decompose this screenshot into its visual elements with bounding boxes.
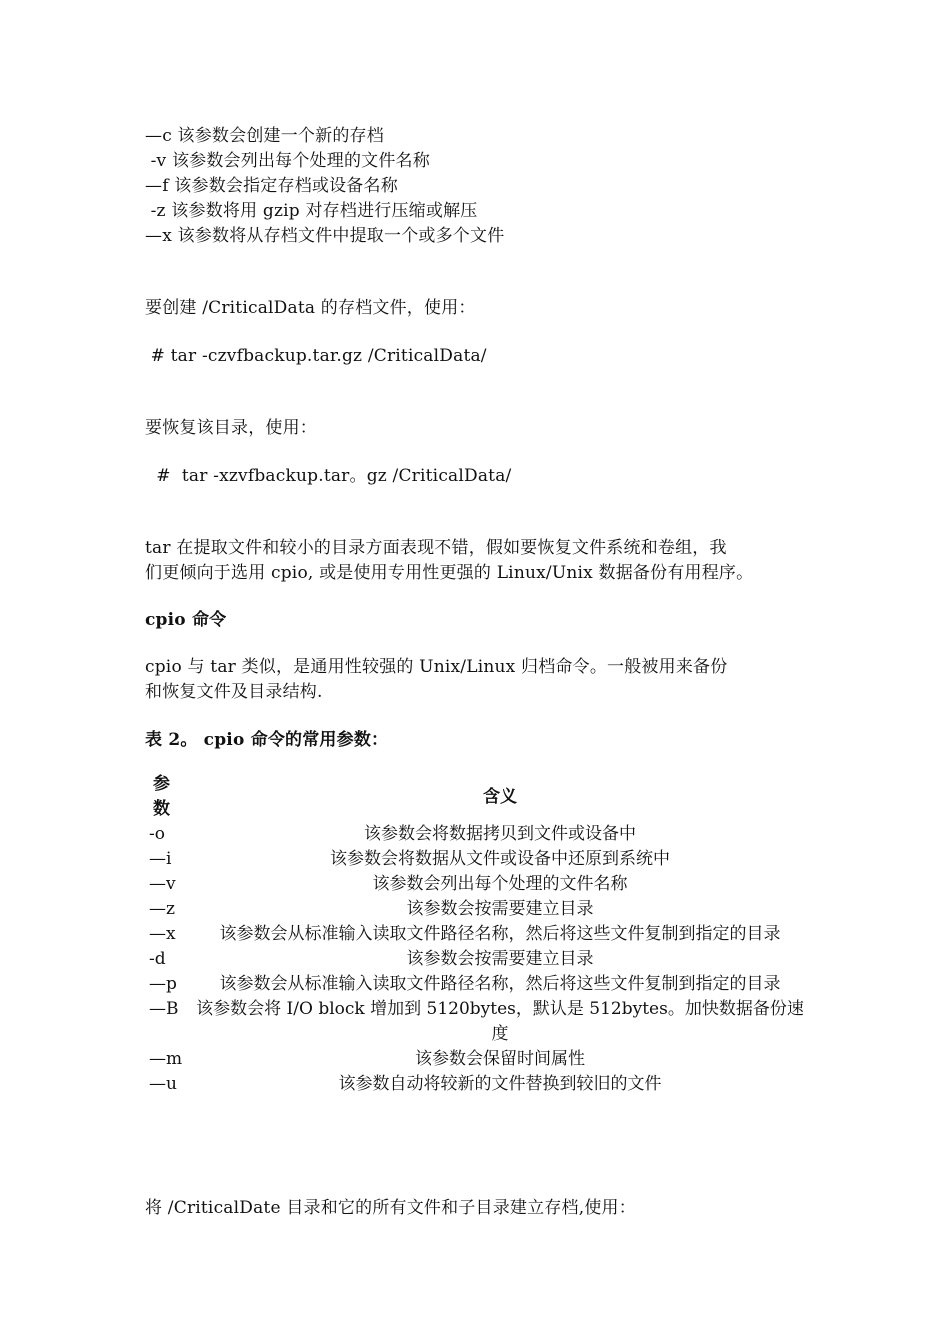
- table-row: [145, 822, 805, 847]
- table-row: [145, 872, 805, 897]
- param-cell: -d: [149, 949, 166, 969]
- param-cell: -o: [149, 824, 165, 844]
- param-cell: —m: [149, 1049, 183, 1069]
- meaning-cell: 该参数自动将较新的文件替换到较旧的文件: [338, 1074, 662, 1094]
- tar-param-c: —c 该参数会创建一个新的存档: [145, 126, 384, 146]
- meaning-cell: 该参数会将 I/O block 增加到 5120bytes，默认是 512bytes。加快数据备份速度: [196, 999, 804, 1044]
- cpio-heading: cpio 命令: [145, 610, 227, 630]
- param-cell: —x: [149, 924, 176, 944]
- final-instruction: 将 /CriticalDate 目录和它的所有文件和子目录建立存档,使用：: [145, 1198, 636, 1218]
- tar-note-line-2: 们更倾向于选用 cpio, 或是使用专用性更强的 Linux/Unix 数据备份有用程序。: [145, 563, 754, 583]
- param-cell: —v: [149, 874, 176, 894]
- tar-param-v: -v 该参数会列出每个处理的文件名称: [145, 151, 430, 171]
- cpio-desc-line-2: 和恢复文件及目录结构.: [145, 682, 323, 702]
- table-row: [145, 1072, 805, 1097]
- param-cell: —u: [149, 1074, 177, 1094]
- table-row: [145, 1047, 805, 1072]
- create-archive-intro: 要创建 /CriticalData 的存档文件，使用：: [145, 298, 476, 318]
- meaning-cell: 该参数会从标准输入读取文件路径名称，然后将这些文件复制到指定的目录: [219, 924, 781, 944]
- table-body: [145, 822, 805, 1097]
- param-cell: —B: [149, 999, 179, 1019]
- meaning-cell: 该参数会从标准输入读取文件路径名称，然后将这些文件复制到指定的目录: [219, 974, 781, 994]
- table-row: [145, 997, 805, 1047]
- restore-command: # tar -xzvfbackup.tar。gz /CriticalData/: [145, 466, 512, 486]
- cpio-desc-line-1: cpio 与 tar 类似，是通用性较强的 Unix/Linux 归档命令。一般被用来备份: [145, 657, 728, 677]
- table-row: [145, 847, 805, 872]
- tar-param-z: -z 该参数将用 gzip 对存档进行压缩或解压: [145, 201, 478, 221]
- table-row: [145, 922, 805, 947]
- meaning-cell: 该参数会按需要建立目录: [406, 949, 594, 969]
- meaning-cell: 该参数会将数据从文件或设备中还原到系统中: [330, 849, 670, 869]
- meaning-cell: 该参数会按需要建立目录: [406, 899, 594, 919]
- header-param: 参 数: [153, 774, 170, 819]
- header-meaning: 含义: [483, 786, 517, 807]
- meaning-cell: 该参数会保留时间属性: [415, 1049, 585, 1069]
- tar-note-line-1: tar 在提取文件和较小的目录方面表现不错，假如要恢复文件系统和卷组，我: [145, 538, 727, 558]
- table-row: [145, 897, 805, 922]
- table-caption: 表 2。 cpio 命令的常用参数：: [145, 730, 389, 750]
- table-row: [145, 947, 805, 972]
- param-cell: —z: [149, 899, 175, 919]
- create-archive-command: # tar -czvfbackup.tar.gz /CriticalData/: [145, 346, 487, 366]
- meaning-cell: 该参数会列出每个处理的文件名称: [372, 874, 628, 894]
- table-row: [145, 972, 805, 997]
- restore-intro: 要恢复该目录，使用：: [145, 418, 317, 438]
- cpio-params-table: [145, 772, 805, 1097]
- meaning-cell: 该参数会将数据拷贝到文件或设备中: [364, 824, 636, 844]
- table-header-row: [145, 772, 805, 822]
- param-cell: —i: [149, 849, 172, 869]
- tar-param-f: —f 该参数会指定存档或设备名称: [145, 176, 398, 196]
- param-cell: —p: [149, 974, 177, 994]
- tar-param-x: —x 该参数将从存档文件中提取一个或多个文件: [145, 226, 505, 246]
